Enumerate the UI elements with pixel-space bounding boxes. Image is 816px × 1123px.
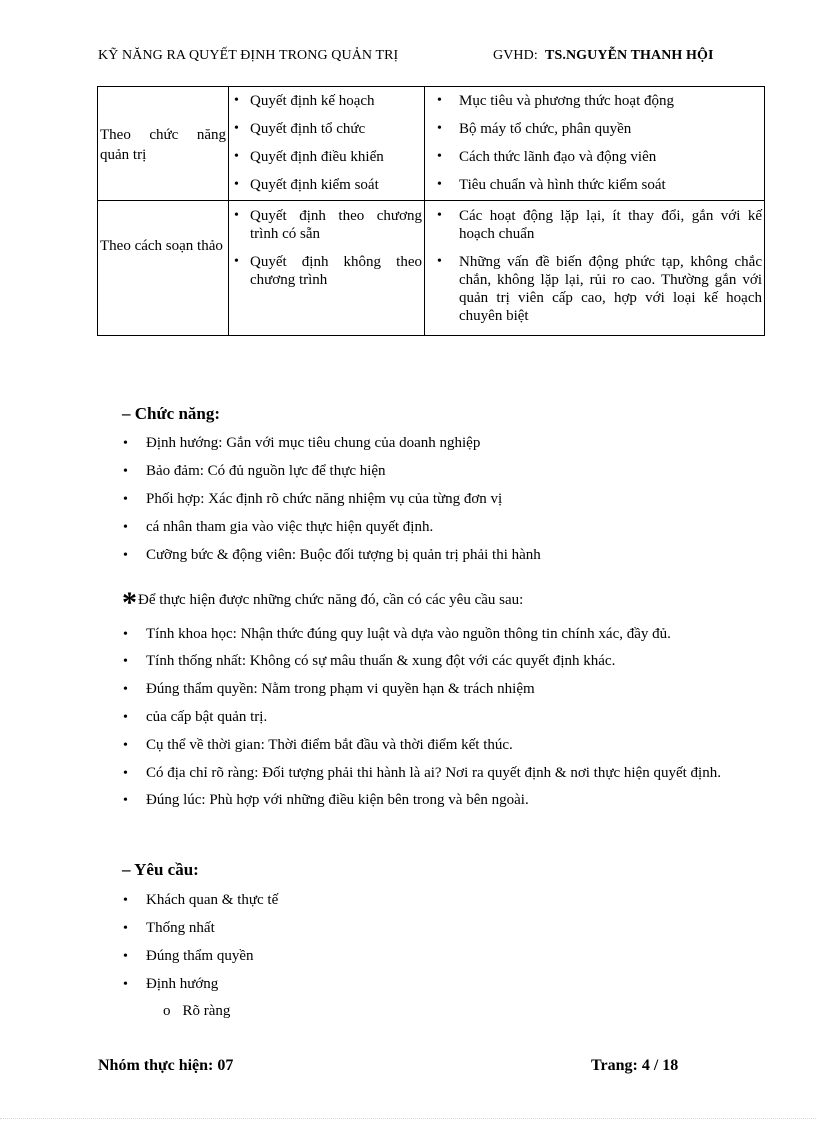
list-item: • Tiêu chuẩn và hình thức kiểm soát bbox=[425, 171, 764, 199]
list-item: • Quyết định kế hoạch bbox=[229, 87, 424, 115]
requirements-intro bbox=[122, 578, 524, 619]
list-item: • Đúng thẩm quyền: Nằm trong phạm vi quyền hạn & trách nhiệm bbox=[121, 680, 751, 699]
instructor-label: GVHD: bbox=[493, 48, 538, 63]
list-item: • Quyết định không theo chương trình bbox=[229, 253, 424, 289]
list-item: • Cưỡng bức & động viên: Buộc đối tượng bị quản trị phải thi hành bbox=[121, 546, 751, 565]
types-cell bbox=[229, 87, 425, 201]
footer-group: Nhóm thực hiện: 07 bbox=[98, 1057, 234, 1074]
list-item: • Định hướng: Gắn với mục tiêu chung của doanh nghiệp bbox=[121, 434, 751, 453]
instructor bbox=[493, 48, 714, 64]
list-item: • Mục tiêu và phương thức hoạt động bbox=[425, 87, 764, 115]
list-item: • Quyết định theo chương trình có sẵn bbox=[229, 207, 424, 253]
yeu-cau-list bbox=[121, 891, 751, 994]
section-title-yeu-cau: – Yêu cầu: bbox=[122, 860, 199, 879]
category-cell bbox=[98, 201, 229, 336]
list-item: • Quyết định kiểm soát bbox=[229, 171, 424, 199]
list-item: • Đúng lúc: Phù hợp với những điều kiện bên trong và bên ngoài. bbox=[121, 791, 751, 810]
category-label: Theo chức năng quản trị bbox=[100, 127, 226, 163]
list-item: • Quyết định tổ chức bbox=[229, 115, 424, 143]
types-cell bbox=[229, 201, 425, 336]
asterisk-icon: * bbox=[122, 586, 137, 619]
page-number: Trang: 4 / 18 bbox=[591, 1057, 679, 1074]
sub-list-item bbox=[163, 1003, 230, 1020]
page-divider bbox=[0, 1118, 816, 1119]
list-item: • Có địa chỉ rõ ràng: Đối tượng phải thi hành là ai? Nơi ra quyết định & nơi thực hiện quyết định. bbox=[121, 764, 751, 783]
contents-cell bbox=[425, 201, 765, 336]
document-title: KỸ NĂNG RA QUYẾT ĐỊNH TRONG QUẢN TRỊ bbox=[98, 48, 399, 63]
list-item: • Tính khoa học: Nhận thức đúng quy luật và dựa vào nguồn thông tin chính xác, đầy đủ. bbox=[121, 625, 751, 644]
requirements-list bbox=[121, 625, 751, 810]
list-item: • Cụ thể về thời gian: Thời điểm bắt đầu và thời điểm kết thúc. bbox=[121, 736, 751, 755]
list-item: • Cách thức lãnh đạo và động viên bbox=[425, 143, 764, 171]
function-list bbox=[121, 434, 751, 565]
list-item: • Khách quan & thực tế bbox=[121, 891, 751, 910]
list-item: • Phối hợp: Xác định rõ chức năng nhiệm vụ của từng đơn vị bbox=[121, 490, 751, 509]
section-title-chuc-nang: – Chức năng: bbox=[122, 404, 221, 423]
list-item: • Bộ máy tổ chức, phân quyền bbox=[425, 115, 764, 143]
contents-cell bbox=[425, 87, 765, 201]
circle-bullet-icon: o bbox=[163, 1003, 171, 1019]
decision-classification-table bbox=[97, 86, 765, 336]
category-cell bbox=[98, 87, 229, 201]
category-label: Theo cách soạn thảo bbox=[100, 238, 223, 254]
list-item: • Quyết định điều khiển bbox=[229, 143, 424, 171]
list-item: • Các hoạt động lặp lại, ít thay đổi, gắn với kế hoạch chuẩn bbox=[425, 207, 764, 253]
instructor-name: TS.NGUYỄN THANH HỘI bbox=[545, 48, 714, 63]
list-item: • Thống nhất bbox=[121, 919, 751, 938]
list-item: • cá nhân tham gia vào việc thực hiện quyết định. bbox=[121, 518, 751, 537]
table-row bbox=[98, 87, 765, 201]
list-item: • Bảo đảm: Có đủ nguồn lực để thực hiện bbox=[121, 462, 751, 481]
sub-item-text: Rõ ràng bbox=[182, 1003, 231, 1019]
list-item: • Tính thống nhất: Không có sự mâu thuẩn & xung đột với các quyết định khác. bbox=[121, 652, 751, 671]
list-item: • Những vấn đề biến động phức tạp, không chắc chắn, không lặp lại, rủi ro cao. Thường gắn với quản trị viên cấp cao, hợp với loại kế hoạch chuyên biệt bbox=[425, 253, 764, 325]
list-item: • của cấp bật quản trị. bbox=[121, 708, 751, 727]
requirements-intro-text: Để thực hiện được những chức năng đó, cần có các yêu cầu sau: bbox=[138, 592, 524, 608]
table-row bbox=[98, 201, 765, 336]
list-item: • Đúng thẩm quyền bbox=[121, 947, 751, 966]
list-item: • Định hướng bbox=[121, 975, 751, 994]
